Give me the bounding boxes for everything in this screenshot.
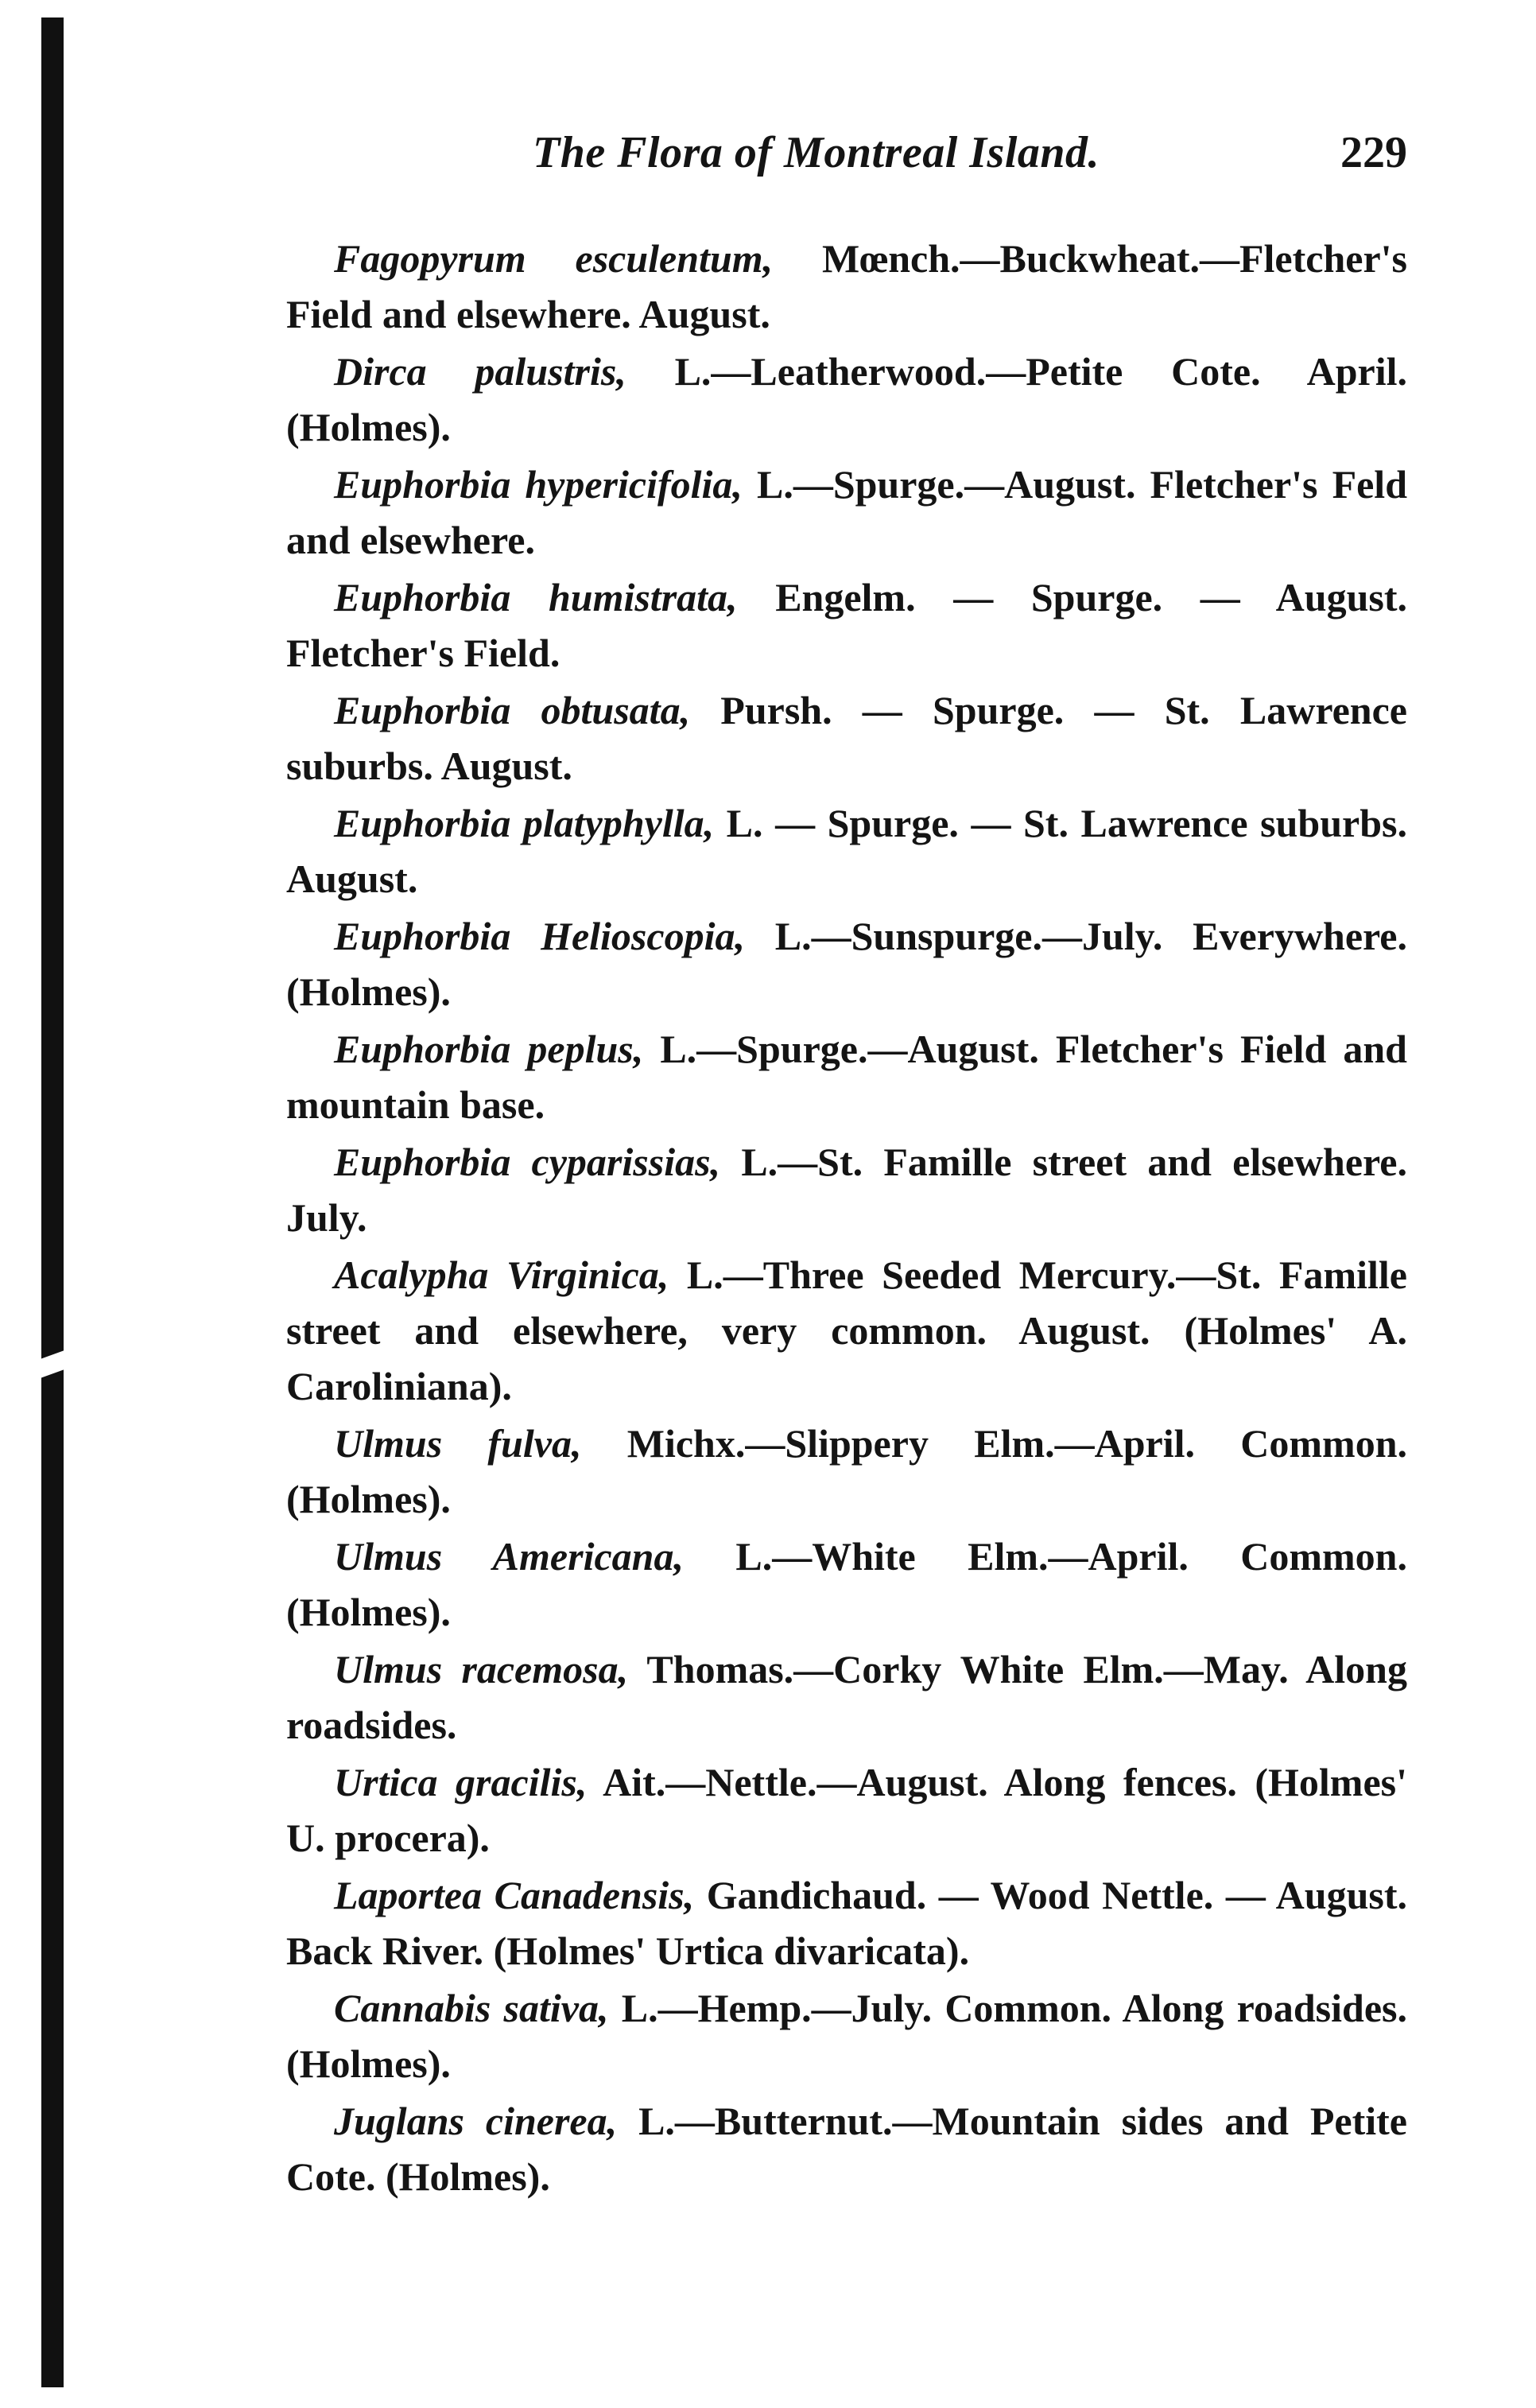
- species-name: Euphorbia humistrata,: [334, 575, 738, 619]
- species-description: Engelm. — Spurge. — August. Fletcher's Field.: [286, 575, 1407, 675]
- species-name: Ulmus Americana,: [334, 1534, 684, 1579]
- species-description: L.—Sunspurge.—July. Everywhere. (Holmes).: [286, 914, 1408, 1014]
- species-entry: [286, 231, 1407, 342]
- running-title: The Flora of Montreal Island.: [533, 128, 1100, 177]
- species-name: Euphorbia obtusata,: [334, 688, 691, 732]
- species-entry: [286, 1134, 1407, 1245]
- species-name: Juglans cinerea,: [334, 2099, 618, 2143]
- species-name: Laportea Canadensis,: [334, 1873, 695, 1917]
- species-entry: [286, 682, 1407, 794]
- species-description: Pursh. — Spurge. — St. Lawrence suburbs. August.: [286, 688, 1407, 788]
- species-entry: [286, 344, 1407, 455]
- species-name: Urtica gracilis,: [334, 1760, 588, 1804]
- species-entry: [286, 1641, 1407, 1753]
- species-description: L.—White Elm.—April. Common. (Holmes).: [286, 1534, 1407, 1634]
- species-name: Euphorbia platyphylla,: [334, 801, 715, 845]
- running-head: [286, 127, 1407, 199]
- species-description: Michx.—Slippery Elm.—April. Common. (Holmes).: [286, 1421, 1407, 1521]
- book-binding-edge: [41, 17, 64, 2387]
- species-entry: [286, 1528, 1407, 1640]
- species-description: Ait.—Nettle.—August. Along fences. (Holmes' U. procera).: [286, 1760, 1407, 1860]
- species-entry: [286, 1416, 1407, 1527]
- species-entry: [286, 1247, 1407, 1414]
- species-entry: [286, 456, 1407, 568]
- species-description: Mœnch.—Buckwheat.—Fletcher's Field and elsewhere. August.: [286, 236, 1407, 336]
- species-name: Fagopyrum esculentum,: [334, 236, 774, 281]
- species-name: Acalypha Virginica,: [334, 1253, 669, 1297]
- book-page: [286, 127, 1407, 2206]
- page-number: 229: [1340, 128, 1407, 177]
- species-description: L.—Spurge.—August. Fletcher's Feld and elsewhere.: [286, 462, 1407, 562]
- species-list: [286, 231, 1407, 2204]
- species-description: L.—Spurge.—August. Fletcher's Field and mountain base.: [286, 1027, 1407, 1127]
- species-entry: [286, 1980, 1407, 2091]
- species-name: Euphorbia hypericifolia,: [334, 462, 743, 507]
- species-entry: [286, 2093, 1407, 2204]
- species-description: L.—Three Seeded Mercury.—St. Famille street and elsewhere, very common. August. (Holmes' A. Caroliniana).: [286, 1253, 1407, 1408]
- species-name: Euphorbia Helioscopia,: [334, 914, 745, 958]
- species-entry: [286, 1754, 1407, 1866]
- species-description: L.—St. Famille street and elsewhere. July.: [286, 1140, 1407, 1240]
- species-entry: [286, 1021, 1407, 1132]
- species-description: L.—Hemp.—July. Common. Along roadsides. (Holmes).: [286, 1986, 1407, 2086]
- species-name: Dirca palustris,: [334, 349, 626, 394]
- species-entry: [286, 1867, 1407, 1979]
- species-name: Cannabis sativa,: [334, 1986, 609, 2030]
- species-description: L.—Leatherwood.—Petite Cote. April. (Holmes).: [286, 349, 1407, 449]
- species-description: Thomas.—Corky White Elm.—May. Along roadsides.: [286, 1647, 1407, 1747]
- species-entry: [286, 908, 1407, 1020]
- species-entry: [286, 569, 1407, 681]
- species-description: L.—Butternut.—Mountain sides and Petite Cote. (Holmes).: [286, 2099, 1407, 2199]
- species-name: Ulmus racemosa,: [334, 1647, 629, 1691]
- species-name: Ulmus fulva,: [334, 1421, 582, 1466]
- species-description: L. — Spurge. — St. Lawrence suburbs. August.: [286, 801, 1408, 901]
- species-name: Euphorbia peplus,: [334, 1027, 644, 1071]
- species-description: Gandichaud. — Wood Nettle. — August. Back River. (Holmes' Urtica divaricata).: [286, 1873, 1407, 1973]
- species-name: Euphorbia cyparissias,: [334, 1140, 721, 1184]
- species-entry: [286, 795, 1407, 907]
